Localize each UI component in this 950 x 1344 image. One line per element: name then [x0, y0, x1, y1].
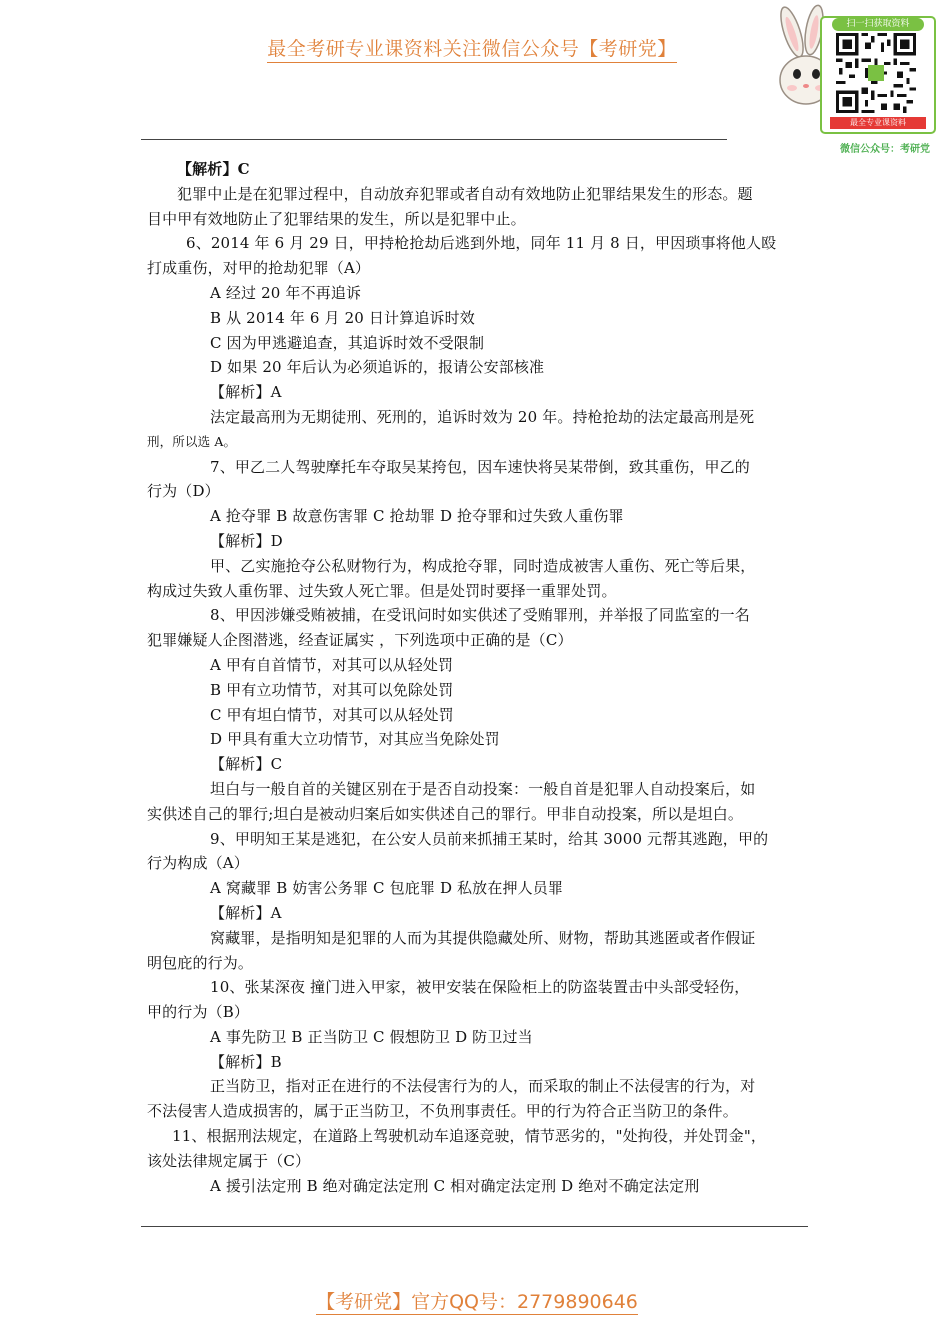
text-line: 甲、乙实施抢夺公私财物行为，构成抢夺罪，同时造成被害人重伤、死亡等后果，	[210, 556, 756, 575]
qr-bottom-label: 最全专业课资料	[830, 117, 926, 129]
text-line: 法定最高刑为无期徒刑、死刑的，追诉时效为 20 年。持枪抢劫的法定最高刑是死	[210, 407, 755, 426]
bottom-divider	[141, 1226, 808, 1227]
top-divider	[141, 139, 727, 140]
analysis-line: 【解析】D	[210, 531, 283, 550]
text-line: 窝藏罪，是指明知是犯罪的人而为其提供隐藏处所、财物，帮助其逃匿或者作假证	[210, 928, 756, 947]
text-line: 刑，所以选 A。	[147, 433, 237, 449]
qr-code-icon[interactable]	[836, 33, 916, 113]
document-body	[147, 157, 810, 1198]
option-line: D 甲具有重大立功情节，对其应当免除处罚	[210, 730, 500, 749]
question-line: 打成重伤，对甲的抢劫犯罪（A）	[147, 259, 371, 278]
option-line: A 经过 20 年不再追诉	[210, 283, 362, 302]
qr-top-label: 扫一扫获取资料	[832, 18, 924, 31]
option-line: A 窝藏罪 B 妨害公务罪 C 包庇罪 D 私放在押人员罪	[210, 879, 564, 898]
question-line: 6、2014 年 6 月 29 日，甲持枪抢劫后逃到外地，同年 11 月 8 日，甲因琐事将他人殴	[186, 234, 777, 253]
analysis-line: 【解析】A	[210, 383, 282, 402]
qr-caption: 微信公众号：考研党	[840, 144, 930, 155]
question-line: 7、甲乙二人驾驶摩托车夺取吴某挎包，因车速快将吴某带倒，致其重伤，甲乙的	[210, 457, 750, 476]
header-banner-text: 最全考研专业课资料关注微信公众号【考研党】	[267, 38, 677, 63]
text-line: 实供述自己的罪行;坦白是被动归案后如实供述自己的罪行。甲非自动投案，所以是坦白。	[147, 804, 744, 823]
option-line: A 抢夺罪 B 故意伤害罪 C 抢劫罪 D 抢夺罪和过失致人重伤罪	[210, 507, 624, 526]
analysis-line: 【解析】A	[210, 903, 282, 922]
option-line: D 如果 20 年后认为必须追诉的，报请公安部核准	[210, 358, 545, 377]
question-line: 甲的行为（B）	[147, 1003, 250, 1022]
question-line: 行为构成（A）	[147, 854, 249, 873]
analysis-line: 【解析】B	[210, 1052, 282, 1071]
option-line: A 甲有自首情节，对其可以从轻处罚	[210, 655, 454, 674]
question-line: 10、张某深夜 撞门进入甲家，被甲安装在保险柜上的防盗装置击中头部受轻伤，	[210, 978, 750, 997]
text-line: 坦白与一般自首的关键区别在于是否自动投案：一般自首是犯罪人自动投案后，如	[210, 779, 756, 798]
option-line: A 援引法定刑 B 绝对确定法定刑 C 相对确定法定刑 D 绝对不确定法定刑	[210, 1176, 700, 1195]
text-line: 构成过失致人重伤罪、过失致人死亡罪。但是处罚时要择一重罪处罚。	[147, 581, 617, 600]
option-line: B 从 2014 年 6 月 20 日计算追诉时效	[210, 308, 475, 327]
text-line: 正当防卫，指对正在进行的不法侵害行为的人，而采取的制止不法侵害的行为，对	[210, 1077, 756, 1096]
text-line: 明包庇的行为。	[147, 953, 254, 972]
question-line: 行为（D）	[147, 482, 220, 501]
text-line: 目中甲有效地防止了犯罪结果的发生，所以是犯罪中止。	[147, 209, 526, 228]
option-line: A 事先防卫 B 正当防卫 C 假想防卫 D 防卫过当	[210, 1027, 533, 1046]
analysis-line: 【解析】C	[177, 160, 250, 178]
option-line: C 因为甲逃避追查，其追诉时效不受限制	[210, 333, 485, 352]
text-line: 不法侵害人造成损害的，属于正当防卫，不负刑事责任。甲的行为符合正当防卫的条件。	[147, 1102, 738, 1121]
question-line: 该处法律规定属于（C）	[147, 1151, 311, 1170]
option-line: B 甲有立功情节，对其可以免除处罚	[210, 680, 454, 699]
question-line: 犯罪嫌疑人企图潜逃，经查证属实 ，下列选项中正确的是（C）	[147, 631, 573, 650]
footer-text: 【考研党】官方QQ号：2779890646	[316, 1291, 638, 1313]
question-line: 8、甲因涉嫌受贿被捕，在受讯问时如实供述了受贿罪刑，并举报了同监室的一名	[210, 606, 750, 625]
question-line: 9、甲明知王某是逃犯，在公安人员前来抓捕王某时，给其 3000 元帮其逃跑，甲的	[210, 829, 769, 848]
text-line: 犯罪中止是在犯罪过程中，自动放弃犯罪或者自动有效地防止犯罪结果发生的形态。题	[177, 184, 753, 203]
option-line: C 甲有坦白情节，对其可以从轻处罚	[210, 705, 454, 724]
question-line: 11、根据刑法规定，在道路上驾驶机动车追逐竞驶，情节恶劣的，"处拘役，并处罚金"，	[172, 1127, 767, 1146]
analysis-line: 【解析】C	[210, 755, 283, 774]
footer	[0, 1287, 950, 1314]
